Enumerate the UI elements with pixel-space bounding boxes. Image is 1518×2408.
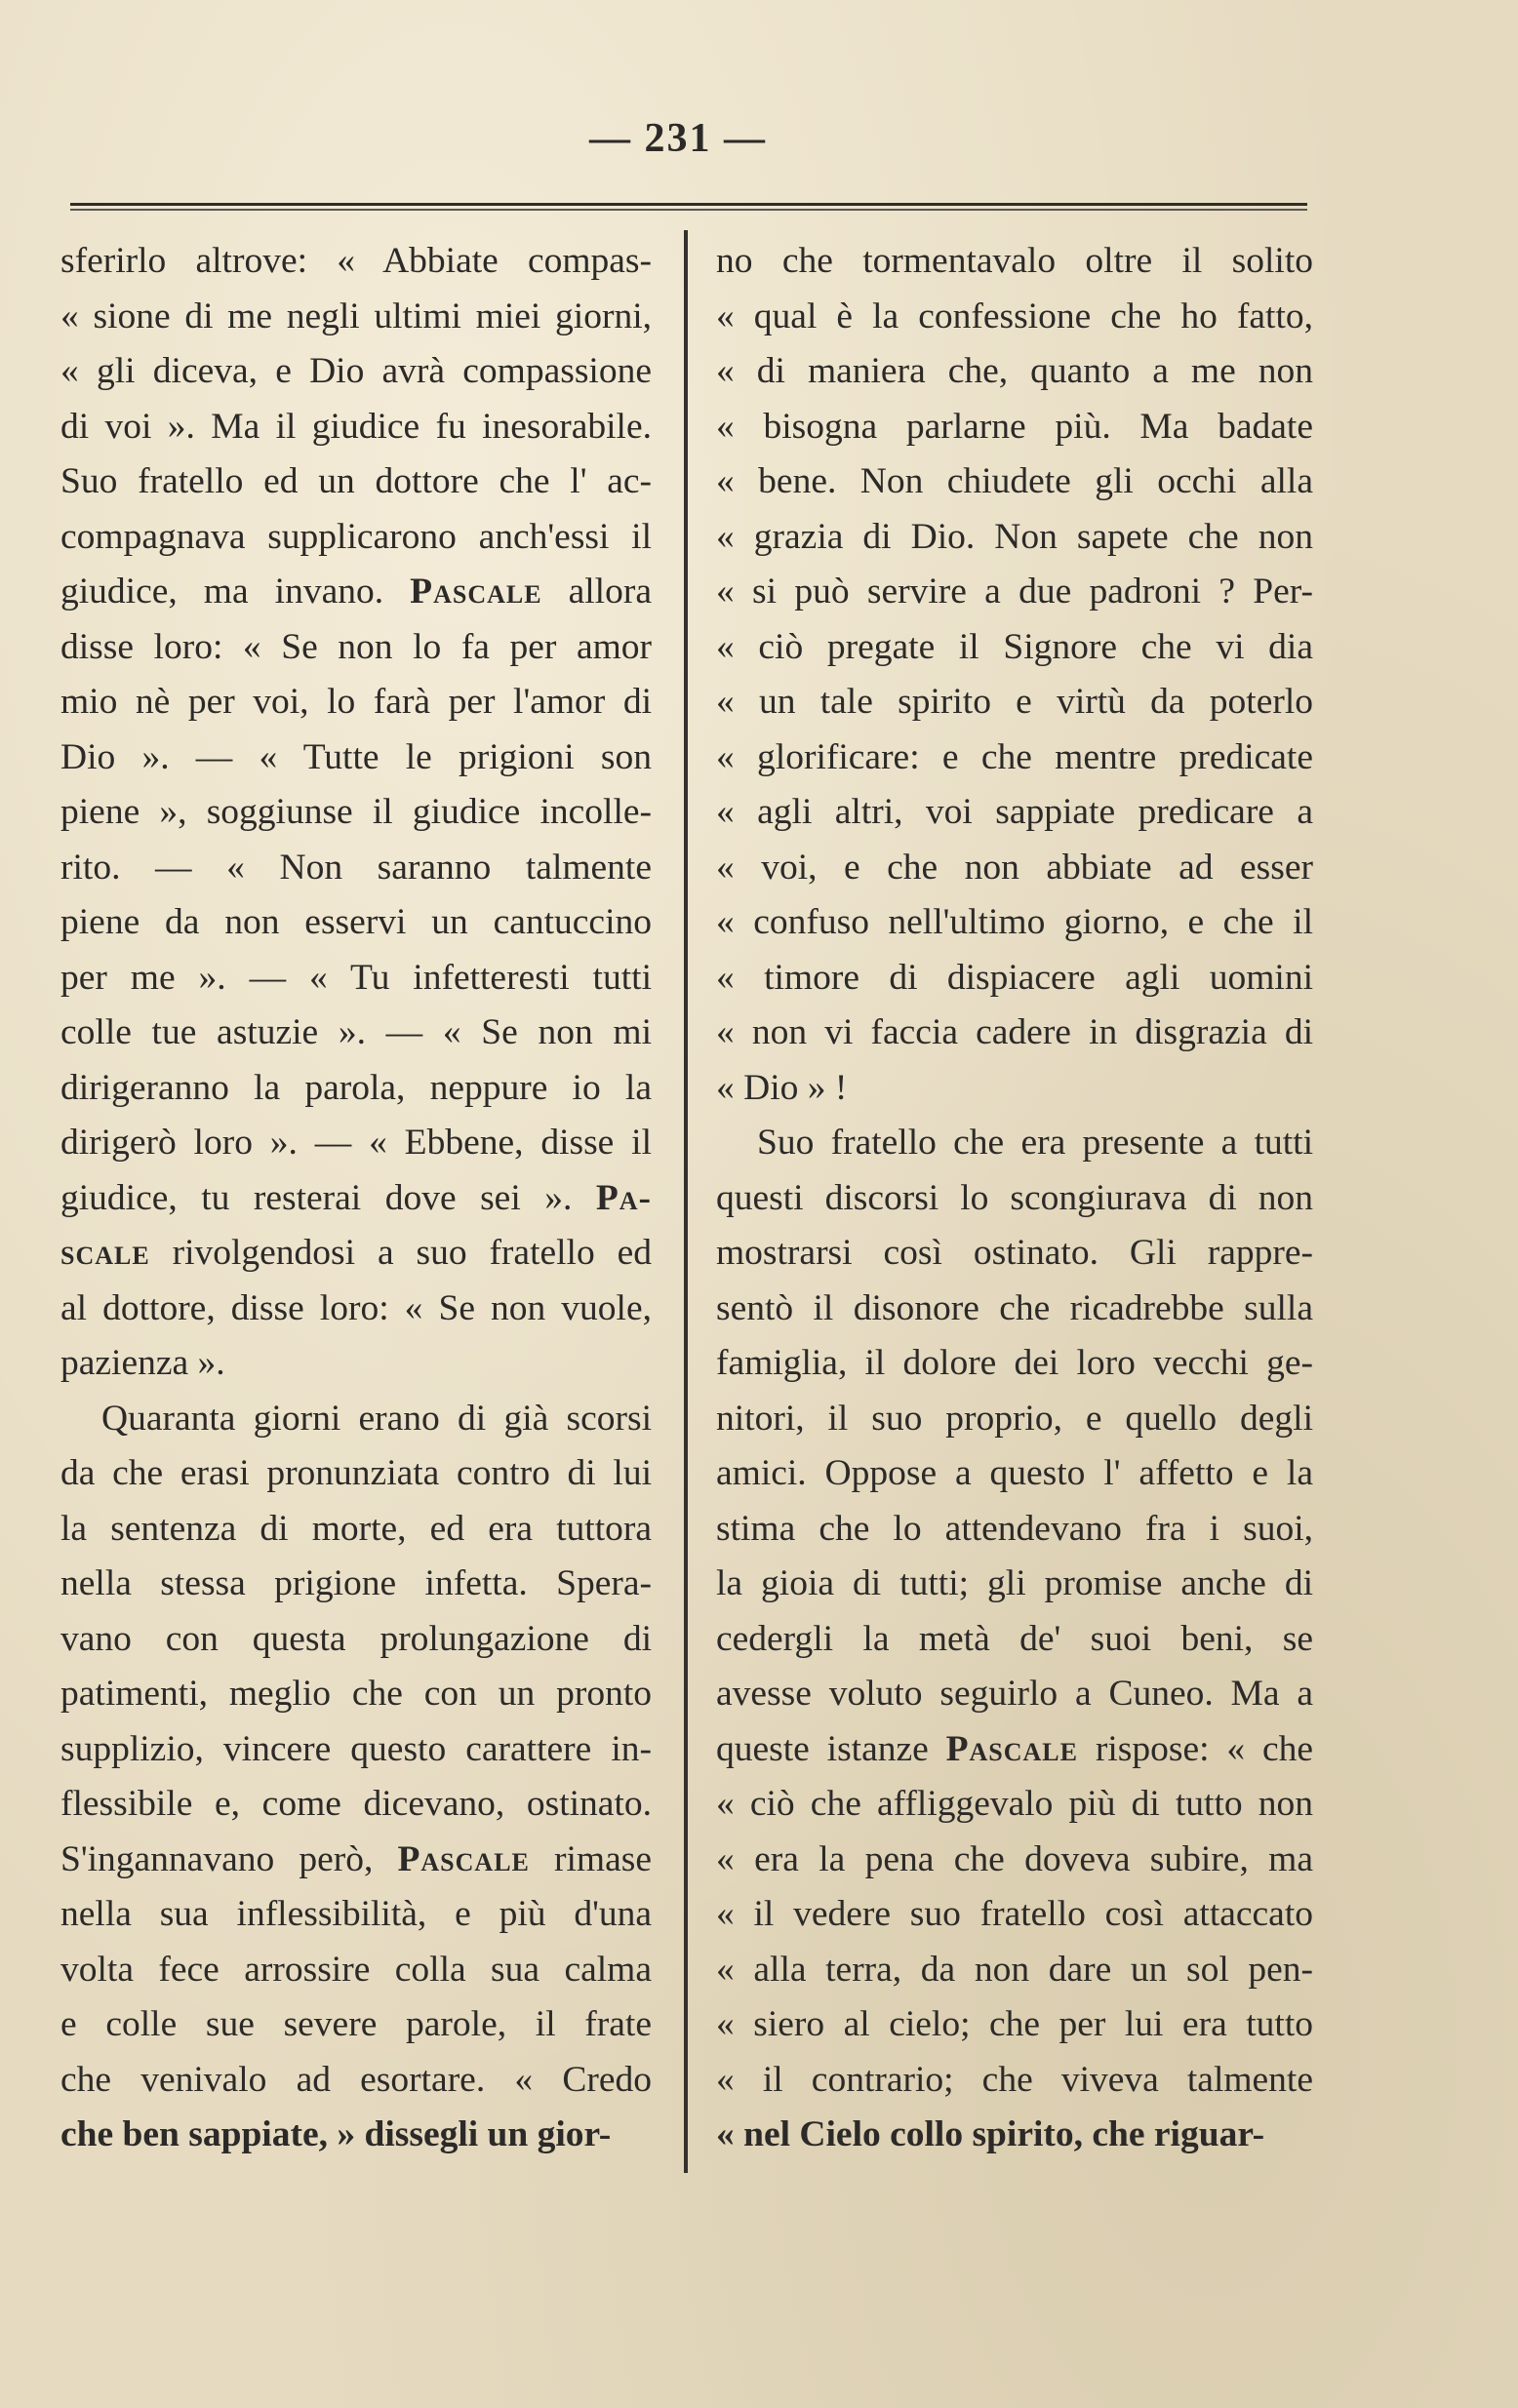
text-line: avesse voluto seguirlo a Cuneo. Ma a [716,1674,1313,1714]
text-line: « bene. Non chiudete gli occhi alla [716,461,1313,501]
text-line: famiglia, il dolore dei loro vecchi ge- [716,1343,1313,1383]
text-line: rito. — « Non saranno talmente [60,847,652,888]
text-line: no che tormentavalo oltre il solito [716,241,1313,281]
text-line: la gioia di tutti; gli promise anche di [716,1563,1313,1603]
text-line: colle tue astuzie ». — « Se non mi [60,1012,652,1052]
column-divider [684,230,688,2173]
text-line: nella sua inflessibilità, e più d'una [60,1894,652,1934]
text-line: Suo fratello ed un dottore che l' ac- [60,461,652,501]
text-line: « sione di me negli ultimi miei giorni, [60,296,652,336]
text-line: compagnava supplicarono anch'essi il [60,516,652,557]
text-line: sentò il disonore che ricadrebbe sulla [716,1287,1313,1328]
text-line: e colle sue severe parole, il frate [60,2004,652,2044]
text-line: « qual è la confessione che ho fatto, [716,296,1313,336]
text-line: che ben sappiate, » dissegli un gior- [60,2114,612,2154]
text-line: « un tale spirito e virtù da poterlo [716,682,1313,722]
text-line: supplizio, vincere questo carattere in- [60,1728,652,1769]
text-line: mostrarsi così ostinato. Gli rappre- [716,1233,1313,1273]
text-line: « si può servire a due padroni ? Per- [716,572,1313,612]
text-line: disse loro: « Se non lo fa per amor [60,626,652,667]
text-line: « gli diceva, e Dio avrà compassione [60,351,652,391]
text-line: questi discorsi lo scongiurava di non [716,1177,1313,1218]
text-line: « confuso nell'ultimo giorno, e che il [716,902,1313,942]
text-line: S'ingannavano però, Pascale rimase [60,1838,652,1879]
text-line: « alla terra, da non dare un sol pen- [716,1949,1313,1990]
text-line: cedergli la metà de' suoi beni, se [716,1618,1313,1659]
text-line: amici. Oppose a questo l' affetto e la [716,1453,1313,1493]
text-line: « nel Cielo collo spirito, che riguar- [716,2114,1265,2154]
text-line: di voi ». Ma il giudice fu inesorabile. [60,406,652,447]
text-line: piene da non esservi un cantuccino [60,902,652,942]
text-line: « di maniera che, quanto a me non [716,351,1313,391]
text-line: « siero al cielo; che per lui era tutto [716,2004,1313,2044]
text-line: « glorificare: e che mentre predicate [716,736,1313,777]
text-line: al dottore, disse loro: « Se non vuole, [60,1287,652,1328]
text-line: piene », soggiunse il giudice incolle- [60,792,652,832]
text-line: « ciò pregate il Signore che vi dia [716,626,1313,667]
left-text-column [60,234,652,2163]
text-line: giudice, tu resterai dove sei ». Pa- [60,1177,652,1218]
text-line: Suo fratello che era presente a tutti [757,1123,1313,1163]
text-line: dirigeranno la parola, neppure io la [60,1067,652,1108]
text-line: la sentenza di morte, ed era tuttora [60,1508,652,1549]
text-line: volta fece arrossire colla sua calma [60,1949,652,1990]
header-rule [70,203,1307,211]
text-line: mio nè per voi, lo farà per l'amor di [60,682,652,722]
text-line: « grazia di Dio. Non sapete che non [716,516,1313,557]
text-line: per me ». — « Tu infetteresti tutti [60,957,652,998]
text-line: « agli altri, voi sappiate predicare a [716,792,1313,832]
text-line: Dio ». — « Tutte le prigioni son [60,736,652,777]
text-line: « era la pena che doveva subire, ma [716,1838,1313,1879]
text-line: stima che lo attendevano fra i suoi, [716,1508,1313,1549]
text-line: dirigerò loro ». — « Ebbene, disse il [60,1123,652,1163]
text-line: « timore di dispiacere agli uomini [716,957,1313,998]
text-line: che venivalo ad esortare. « Credo [60,2059,652,2100]
text-line: da che erasi pronunziata contro di lui [60,1453,652,1493]
right-text-column [716,234,1313,2163]
text-line: nella stessa prigione infetta. Spera- [60,1563,652,1603]
text-line: « Dio » ! [716,1067,848,1108]
text-line: pazienza ». [60,1343,225,1383]
text-line: flessibile e, come dicevano, ostinato. [60,1784,652,1824]
text-line: sferirlo altrove: « Abbiate compas- [60,241,652,281]
text-line: patimenti, meglio che con un pronto [60,1674,652,1714]
text-line: Quaranta giorni erano di già scorsi [101,1398,652,1439]
text-line: scale rivolgendosi a suo fratello ed [60,1233,652,1273]
text-line: vano con questa prolungazione di [60,1618,652,1659]
text-line: « ciò che affliggevalo più di tutto non [716,1784,1313,1824]
text-line: « il vedere suo fratello così attaccato [716,1894,1313,1934]
text-line: giudice, ma invano. Pascale allora [60,572,652,612]
text-line: « non vi faccia cadere in disgrazia di [716,1012,1313,1052]
text-line: « bisogna parlarne più. Ma badate [716,406,1313,447]
text-line: « il contrario; che viveva talmente [716,2059,1313,2100]
page-number: — 231 — [589,116,767,161]
text-line: queste istanze Pascale rispose: « che [716,1728,1313,1769]
text-line: nitori, il suo proprio, e quello degli [716,1398,1313,1439]
text-line: « voi, e che non abbiate ad esser [716,847,1313,888]
